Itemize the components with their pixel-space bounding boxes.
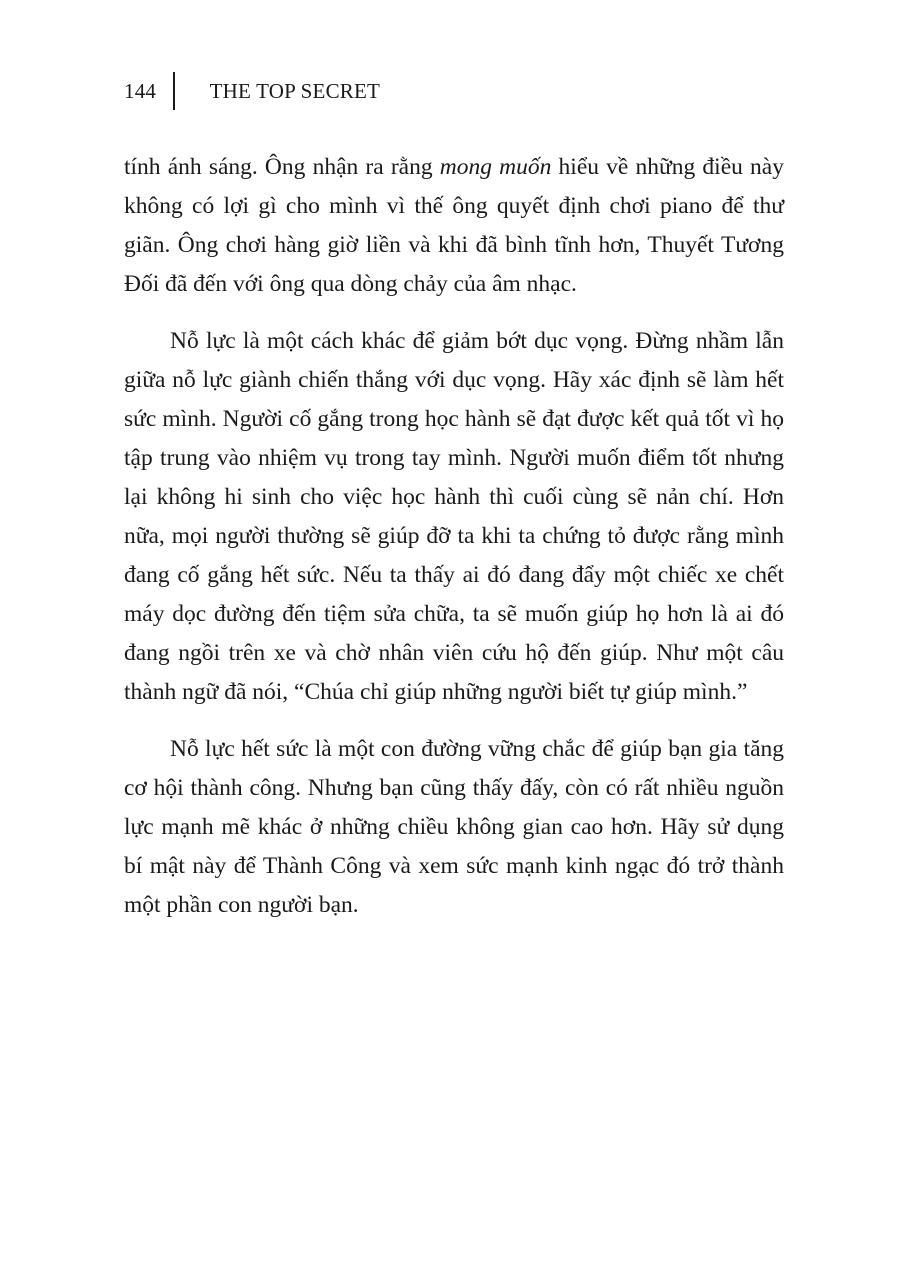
paragraph-continued bbox=[124, 148, 784, 304]
body-text bbox=[124, 148, 784, 943]
page-header bbox=[124, 72, 380, 110]
emphasized-phrase: mong muốn bbox=[439, 154, 552, 180]
running-title: THE TOP SECRET bbox=[209, 78, 381, 103]
paragraph-text: tính ánh sáng. Ông nhận ra rằng bbox=[124, 154, 440, 180]
page-number: 144 bbox=[124, 78, 157, 103]
paragraph-effort: Nỗ lực là một cách khác để giảm bớt dục vọng. Đừng nhầm lẫn giữa nỗ lực giành chiến thắng với dục vọng. Hãy xác định sẽ làm hết sức mình. Người cố gắng trong học hành sẽ đạt được kết quả tốt vì họ tập trung vào nhiệm vụ trong tay mình. Người muốn điểm tốt nhưng lại không hi sinh cho việc học hành thì cuối cùng sẽ nản chí. Hơn nữa, mọi người thường sẽ giúp đỡ ta khi ta chứng tỏ được rằng mình đang cố gắng hết sức. Nếu ta thấy ai đó đang đẩy một chiếc xe chết máy dọc đường đến tiệm sửa chữa, ta sẽ muốn giúp họ hơn là ai đó đang ngồi trên xe và chờ nhân viên cứu hộ đến giúp. Như một câu thành ngữ đã nói, “Chúa chỉ giúp những người biết tự giúp mình.” bbox=[124, 328, 784, 705]
paragraph-text: hiểu về những điều này không có lợi gì cho mình vì thế ông quyết định chơi piano để thư giãn. Ông chơi hàng giờ liền và khi đã bình tĩnh hơn, Thuyết Tương Đối đã đến với ông qua dòng chảy của âm nhạc. bbox=[124, 154, 784, 297]
paragraph-conclusion: Nỗ lực hết sức là một con đường vững chắc để giúp bạn gia tăng cơ hội thành công. Nhưng bạn cũng thấy đấy, còn có rất nhiều nguồn lực mạnh mẽ khác ở những chiều không gian cao hơn. Hãy sử dụng bí mật này để Thành Công và xem sức mạnh kinh ngạc đó trở thành một phần con người bạn. bbox=[124, 736, 784, 918]
